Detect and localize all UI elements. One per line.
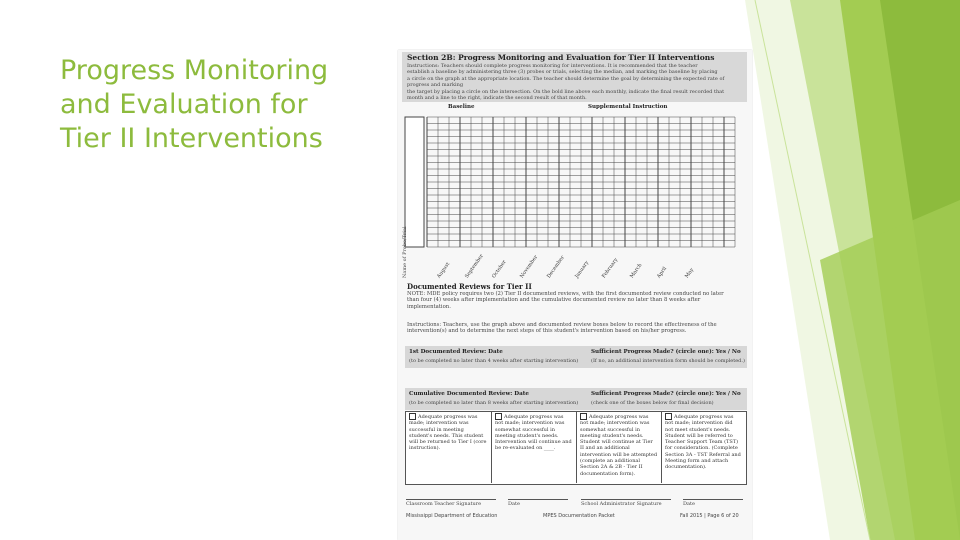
reviews-heading: Documented Reviews for Tier II [407,282,532,291]
graph-grid [427,117,735,247]
review1-sub: (to be completed no later than 4 weeks after starting intervention) [409,358,579,364]
review2-progress-sub: (check one of the boxes below for final decision) [591,400,714,406]
sig-teacher: Classroom Teacher Signature [406,499,496,507]
decision-option-3 [577,411,662,483]
header-line: establish a baseline by administering three (3) probes or trials, selecting the median, and marking the baseline by placing [407,69,718,76]
month-label: August [436,261,452,280]
checkbox[interactable] [495,413,502,420]
review2-sub: (to be completed no later than 8 weeks after starting intervention) [409,400,579,406]
checkbox[interactable] [409,413,416,420]
month-label: October [491,259,508,280]
month-label: May [683,267,695,280]
doc-header-text [407,63,747,101]
option-text: Adequate progress was not made; intervention did not meet student's needs. Student will be referred to Teacher Support Team (TST) for consideration. (Complete Section 3A - TST Referral and Meeting form and attach documentation). [665,414,741,471]
sig-date1: Date [508,499,568,507]
instructions-text [407,322,745,335]
decision-option-2 [492,411,577,483]
instructions-line: intervention(s) and to determine the next steps of this student's intervention based on his/her progress. [407,328,687,335]
month-label: April [656,265,669,280]
month-label: November [518,254,539,280]
decision-option-1 [406,411,492,483]
option-text: Adequate progress was not made; intervention was somewhat successful in meeting student's needs. Student will continue at Tier II and an additional intervention will be attempted (complete an additional Section 2A & 2B - Tier II documentation form). [580,414,658,477]
document-scan [398,50,752,540]
review2-label: Cumulative Documented Review: Date [409,391,529,397]
sig-date2: Date [683,499,743,507]
review1-label: 1st Documented Review: Date [409,349,503,355]
note-line: NOTE: MDE policy requires two (2) Tier II documented reviews, with the first documented review conducted no later [407,291,724,297]
checkbox[interactable] [580,413,587,420]
footer-right: Fall 2015 | Page 6 of 20 [680,513,739,519]
month-label: December [546,254,566,280]
month-label: February [601,257,620,280]
slide-title: Progress Monitoring and Evaluation for Tier II Interventions [60,55,329,154]
y-axis-label: Name of Probe/Trial [402,226,408,278]
progress-graph [403,112,743,252]
header-line: a circle on the graph at the appropriate location. The teacher should determine the goal by determining the expected rate of progress and marking [407,75,725,89]
instructions-line: Instructions: Teachers, use the graph above and documented review boxes below to record the effectiveness of the [407,322,717,328]
note-line: than four (4) weeks after implementation and the cumulative documented review no later than 8 weeks after [407,297,701,304]
month-label: September [463,253,485,280]
review1-progress: Sufficient Progress Made? (circle one): Yes / No [591,349,741,355]
col-baseline-label: Baseline [448,104,475,110]
reviews-note [407,291,745,310]
col-supplemental-label: Supplemental Instruction [588,104,668,110]
review2-box [405,388,747,410]
note-line: implementation. [407,303,451,310]
review1-box [405,346,747,368]
header-line: Instructions: Teachers should complete progress monitoring for interventions. It is recommended that the teacher [407,63,698,69]
month-label: January [573,259,590,280]
review1-progress-sub: (If no, an additional intervention form should be completed.) [591,358,745,364]
review2-progress: Sufficient Progress Made? (circle one): Yes / No [591,391,741,397]
decision-option-4 [662,411,745,483]
footer-center: MPES Documentation Packet [543,513,615,519]
doc-header-title: Section 2B: Progress Monitoring and Evaluation for Tier II Interventions [407,53,715,62]
option-text: Adequate progress was not made; intervention was somewhat successful in meeting student's needs. Intervention will continue and be re-evaluated on ____. [495,414,572,452]
checkbox[interactable] [665,413,672,420]
footer-left: Mississippi Department of Education [406,513,498,519]
sig-admin: School Administrator Signature [581,499,671,507]
month-label: March [628,262,643,280]
option-text: Adequate progress was made; intervention was successful in meeting student's needs. This student will be returned to Tier I (core instruction). [409,414,487,452]
header-line: the target by placing a circle on the intersection. On the bold line above each monthly, indicate the final result recorded that [407,88,725,95]
header-line: month and a line to the right, indicate the second result of that month. [407,95,587,102]
